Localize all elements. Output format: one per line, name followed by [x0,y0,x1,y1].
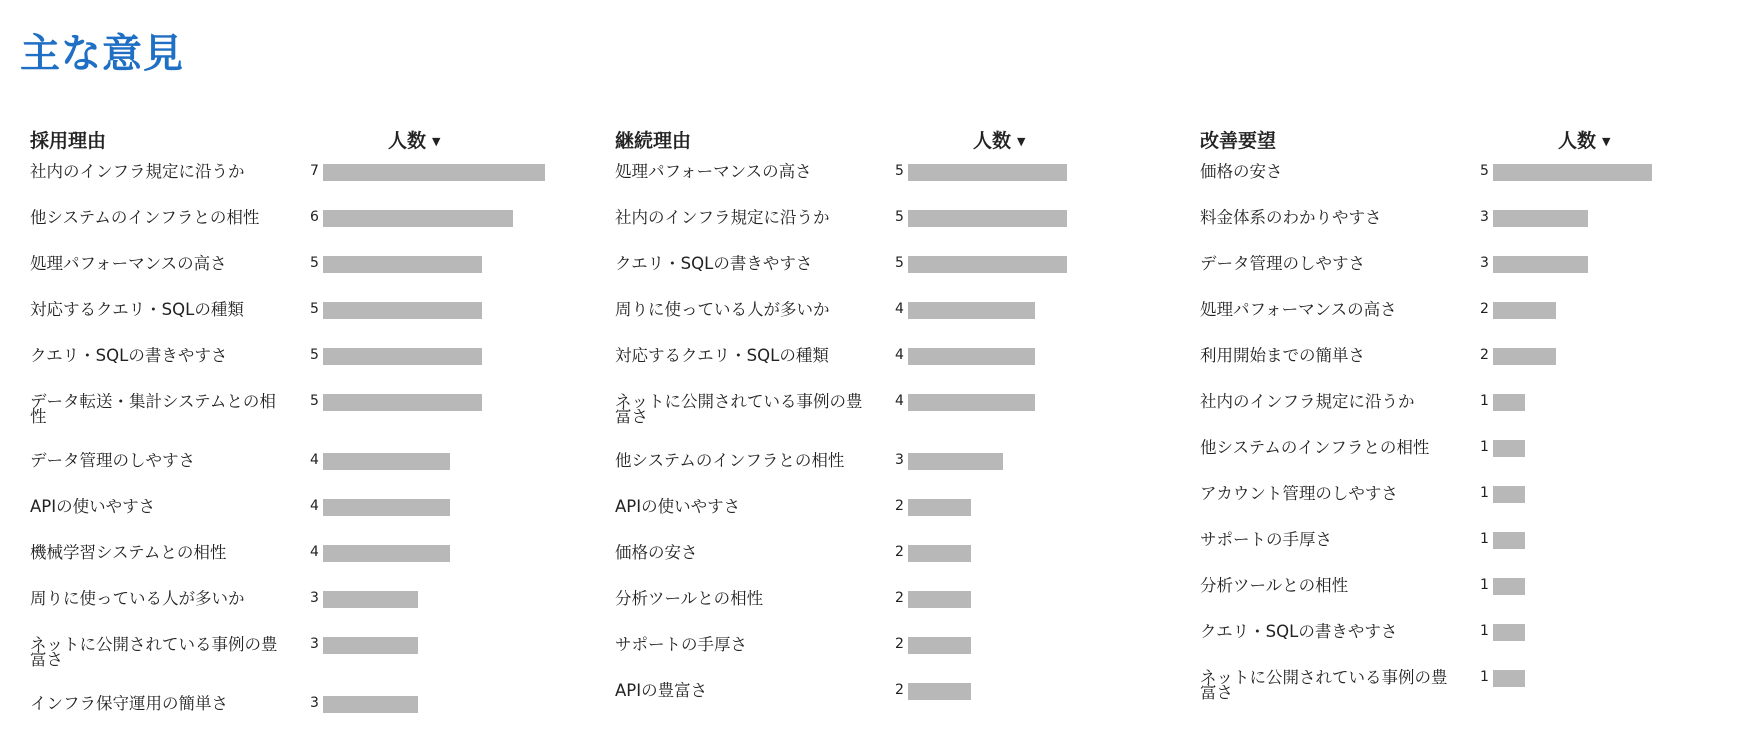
bar [1493,578,1525,595]
bar-value: 3 [310,695,319,711]
bar-row [1190,440,1750,486]
bar-value: 2 [1480,301,1489,317]
bar-value: 5 [895,255,904,271]
sort-desc-icon: ▼ [1017,135,1026,148]
sort-desc-icon: ▼ [432,135,441,148]
bar-row [605,394,1185,453]
bar [323,302,482,319]
panel-header [1190,122,1750,152]
bar-row [605,256,1185,302]
bar [1493,532,1525,549]
bar-value: 3 [895,452,904,468]
bar-row [605,683,1185,729]
bar-label: 処理パフォーマンスの高さ [615,162,812,181]
bar-label: データ管理のしやすさ [1200,254,1365,273]
sort-header-count[interactable] [388,126,440,153]
bar [1493,624,1525,641]
bar-value: 1 [1480,531,1489,547]
bar-label: インフラ保守運用の簡単さ [30,694,228,713]
bar-label: 周りに使っている人が多いか [30,589,245,608]
bar [323,164,545,181]
bar-label: 分析ツールとの相性 [1200,576,1349,595]
column-title: 継続理由 [615,130,692,152]
bar-list [605,164,1185,729]
bar-value: 5 [895,163,904,179]
bar-row [20,210,600,256]
bar-value: 1 [1480,393,1489,409]
panel-header [605,122,1185,152]
bar-value: 2 [895,636,904,652]
bar-label: 機械学習システムとの相性 [30,543,227,562]
bar-row [605,499,1185,545]
bar [323,591,418,608]
bar [323,453,450,470]
bar-label: ネットに公開されている事例の豊富さ [615,392,863,426]
bar [1493,302,1556,319]
bar-value: 4 [895,347,904,363]
bar-label: 価格の安さ [615,543,698,562]
bar-row [20,164,600,210]
bar-row [1190,302,1750,348]
bar-value: 4 [895,301,904,317]
panel-header [20,122,600,152]
bar-label: サポートの手厚さ [1200,530,1332,549]
bar-label: アカウント管理のしやすさ [1200,484,1398,503]
bar [323,210,513,227]
bar-value: 2 [895,498,904,514]
sort-desc-icon: ▼ [1602,135,1611,148]
bar-label: 他システムのインフラとの相性 [615,451,845,470]
bar-label: APIの使いやすさ [615,497,741,516]
bar-label: 価格の安さ [1200,162,1283,181]
bar [323,637,418,654]
bar [1493,394,1525,411]
bar-value: 2 [895,544,904,560]
sort-label: 人数 [1558,130,1597,152]
sort-label: 人数 [973,130,1012,152]
bar-label: 社内のインフラ規定に沿うか [30,162,245,181]
column-title: 採用理由 [30,130,107,152]
bar-row [20,348,600,394]
bar [323,394,482,411]
bar-label: 他システムのインフラとの相性 [30,208,260,227]
sort-label: 人数 [388,130,427,152]
bar [1493,348,1556,365]
bar-row [605,453,1185,499]
bar-row [20,453,600,499]
bar-row [1190,348,1750,394]
bar-value: 7 [310,163,319,179]
bar [908,453,1003,470]
sort-header-count[interactable] [973,126,1025,153]
bar [1493,164,1652,181]
bar-label: 利用開始までの簡単さ [1200,346,1365,365]
bar-row [605,545,1185,591]
bar-row [20,256,600,302]
bar-row [20,394,600,453]
panel-improvement-requests [1190,122,1750,742]
bar-label: 対応するクエリ・SQLの種類 [30,300,244,319]
bar-row [1190,486,1750,532]
bar-value: 4 [310,498,319,514]
bar [323,256,482,273]
bar-label: 料金体系のわかりやすさ [1200,208,1382,227]
bar-value: 2 [1480,347,1489,363]
bar-row [605,637,1185,683]
bar [908,545,971,562]
bar-value: 4 [310,452,319,468]
bar-value: 5 [310,347,319,363]
bar [323,545,450,562]
panel-continuation-reasons [605,122,1185,742]
bar-value: 2 [895,682,904,698]
bar-value: 4 [895,393,904,409]
bar-row [605,164,1185,210]
bar-label: ネットに公開されている事例の豊富さ [30,635,278,669]
bar-row [1190,394,1750,440]
bar-row [20,591,600,637]
column-title: 改善要望 [1200,130,1277,152]
bar-value: 5 [310,393,319,409]
bar-label: サポートの手厚さ [615,635,747,654]
bar-label: クエリ・SQLの書きやすさ [30,346,228,365]
bar [908,210,1067,227]
bar-row [20,545,600,591]
panel-adoption-reasons [20,122,600,742]
bar-row [1190,210,1750,256]
bar-row [605,210,1185,256]
bar-list [1190,164,1750,729]
bar-label: 社内のインフラ規定に沿うか [1200,392,1415,411]
bar-row [20,696,600,742]
bar-value: 2 [895,590,904,606]
bar-value: 3 [310,636,319,652]
bar [1493,670,1525,687]
bar-label: 分析ツールとの相性 [615,589,764,608]
bar-value: 5 [310,255,319,271]
bar-label: 社内のインフラ規定に沿うか [615,208,830,227]
bar [908,499,971,516]
bar [1493,440,1525,457]
page-title: 主な意見 [20,31,184,77]
bar-label: 他システムのインフラとの相性 [1200,438,1430,457]
bar-value: 5 [1480,163,1489,179]
bar-row [605,348,1185,394]
bar-list [20,164,600,742]
bar-value: 1 [1480,485,1489,501]
bar-value: 4 [310,544,319,560]
bar-value: 1 [1480,669,1489,685]
bar-value: 5 [895,209,904,225]
bar [1493,256,1588,273]
bar [908,637,971,654]
bar [908,256,1067,273]
bar [323,348,482,365]
bar-row [20,499,600,545]
bar-label: 処理パフォーマンスの高さ [1200,300,1397,319]
bar-label: 処理パフォーマンスの高さ [30,254,227,273]
bar-value: 1 [1480,623,1489,639]
bar-row [20,637,600,696]
bar [1493,486,1525,503]
bar-label: クエリ・SQLの書きやすさ [615,254,813,273]
bar-value: 3 [1480,209,1489,225]
bar-value: 3 [310,590,319,606]
bar-value: 5 [310,301,319,317]
bar-row [1190,256,1750,302]
bar-row [605,591,1185,637]
bar-label: データ管理のしやすさ [30,451,195,470]
bar-row [1190,670,1750,729]
bar-row [20,302,600,348]
bar-label: 周りに使っている人が多いか [615,300,830,319]
bar [908,348,1035,365]
bar-label: 対応するクエリ・SQLの種類 [615,346,829,365]
bar-label: データ転送・集計システムとの相性 [30,392,276,426]
bar-value: 6 [310,209,319,225]
bar-label: ネットに公開されている事例の豊富さ [1200,668,1448,702]
bar-row [1190,532,1750,578]
bar-label: クエリ・SQLの書きやすさ [1200,622,1398,641]
bar [908,394,1035,411]
sort-header-count[interactable] [1558,126,1610,153]
bar-label: APIの使いやすさ [30,497,156,516]
bar-value: 1 [1480,577,1489,593]
bar-value: 3 [1480,255,1489,271]
bar [908,591,971,608]
bar [908,683,971,700]
bar-label: APIの豊富さ [615,681,708,700]
bar-row [1190,164,1750,210]
bar [908,302,1035,319]
bar [1493,210,1588,227]
bar [323,696,418,713]
bar-row [1190,624,1750,670]
bar-value: 1 [1480,439,1489,455]
bar-row [1190,578,1750,624]
bar-row [605,302,1185,348]
bar [323,499,450,516]
bar [908,164,1067,181]
